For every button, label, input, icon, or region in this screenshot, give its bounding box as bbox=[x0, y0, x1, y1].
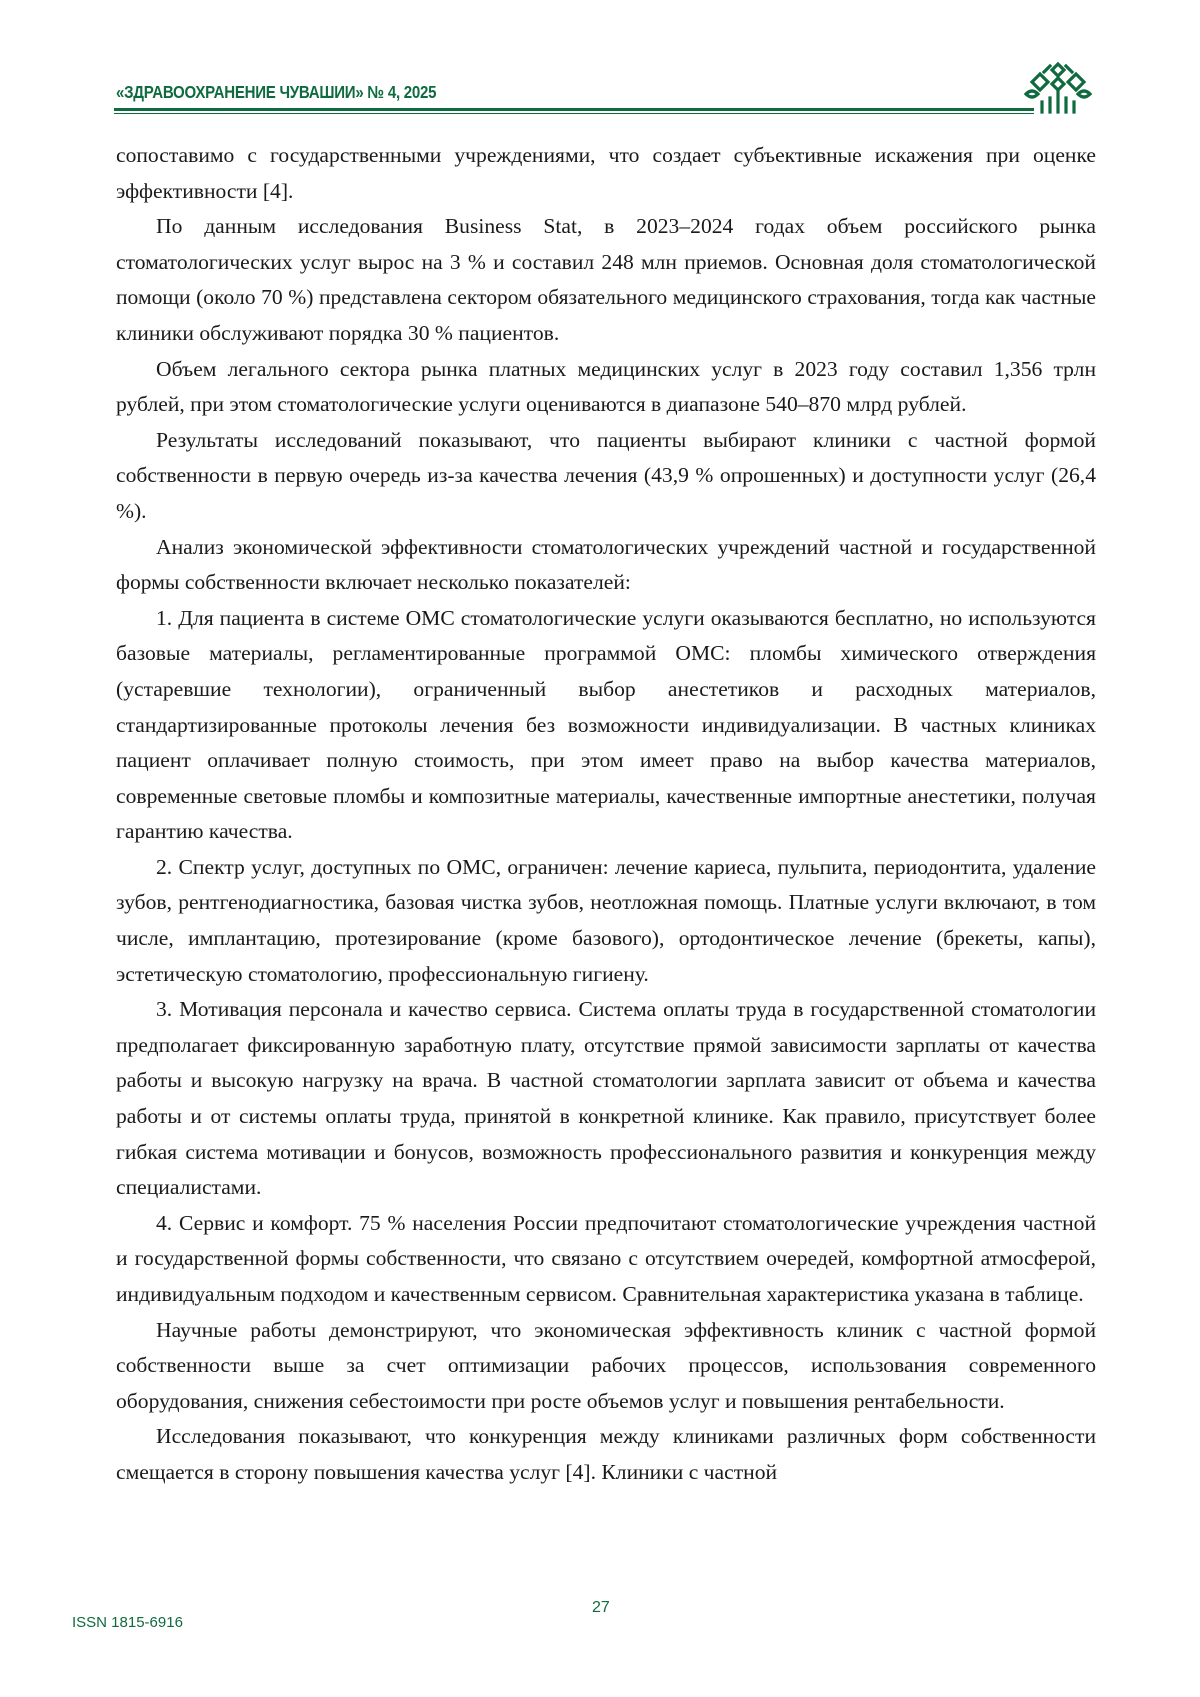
article-body bbox=[116, 138, 1096, 1491]
list-item: 1. Для пациента в системе ОМС стоматологические услуги оказываются бесплатно, но используются базовые материалы, регламентированные программой ОМС: пломбы химического отверждения (устаревшие технологии), ограниченный выбор анестетиков и расходных материалов, стандартизированные протоколы лечения без возможности индивидуализации. В частных клиниках пациент оплачивает полную стоимость, при этом имеет право на выбор качества материалов, современные световые пломбы и композитные материалы, качественные импортные анестетики, получая гарантию качества. bbox=[116, 605, 1096, 844]
list-item: 2. Спектр услуг, доступных по ОМС, ограничен: лечение кариеса, пульпита, периодонтита, удаление зубов, рентгенодиагностика, базовая чистка зубов, неотложная помощь. Платные услуги включают, в том числе, имплантацию, протезирование (кроме базового), ортодонтическое лечение (брекеты, капы), эстетическую стоматологию, профессиональную гигиену. bbox=[116, 854, 1096, 986]
list-item: 4. Сервис и комфорт. 75 % населения России предпочитают стоматологические учреждения частной и государственной формы собственности, что связано с отсутствием очередей, комфортной атмосферой, индивидуальным подходом и качественным сервисом. Сравнительная характеристика указана в таблице. bbox=[116, 1210, 1096, 1306]
page-number: 27 bbox=[592, 1599, 610, 1616]
footer-issn: ISSN 1815-6916 bbox=[72, 1614, 183, 1631]
journal-title: «ЗДРАВООХРАНЕНИЕ ЧУВАШИИ» № 4, 2025 bbox=[116, 82, 437, 102]
header-rule-thin bbox=[114, 113, 1034, 114]
header-rule bbox=[114, 108, 1034, 111]
list-item: 3. Мотивация персонала и качество сервиса. Система оплаты труда в государственной стоматологии предполагает фиксированную заработную плату, отсутствие прямой зависимости зарплаты от качества работы и высокую нагрузку на врача. В частной стоматологии зарплата зависит от объема и качества работы и от системы оплаты труда, принятой в конкретной клинике. Как правило, присутствует более гибкая система мотивации и бонусов, возможность профессионального развития и конкуренция между специалистами. bbox=[116, 997, 1096, 1200]
chuvash-tree-emblem-icon bbox=[1022, 58, 1094, 116]
paragraph: Исследования показывают, что конкуренция между клиниками различных форм собственности смещается в сторону повышения качества услуг [4]. Клиники с частной bbox=[116, 1424, 1096, 1484]
paragraph: Анализ экономической эффективности стоматологических учреждений частной и государственной формы собственности включает несколько показателей: bbox=[116, 534, 1096, 595]
paragraph: Научные работы демонстрируют, что экономическая эффективность клиник с частной формой собственности выше за счет оптимизации рабочих процессов, использования современного оборудования, снижения себестоимости при росте объемов услуг и повышения рентабельности. bbox=[116, 1317, 1096, 1413]
paragraph: По данным исследования Business Stat, в 2023–2024 годах объем российского рынка стоматологических услуг вырос на 3 % и составил 248 млн приемов. Основная доля стоматологической помощи (около 70 %) представлена сектором обязательного медицинского страхования, тогда как частные клиники обслуживают порядка 30 % пациентов. bbox=[116, 214, 1096, 345]
paragraph: Результаты исследований показывают, что пациенты выбирают клиники с частной формой собственности в первую очередь из-за качества лечения (43,9 % опрошенных) и доступности услуг (26,4 %). bbox=[116, 427, 1096, 523]
paragraph: Объем легального сектора рынка платных медицинских услуг в 2023 году составил 1,356 трлн рублей, при этом стоматологические услуги оцениваются в диапазоне 540–870 млрд рублей. bbox=[116, 356, 1096, 417]
paragraph: сопоставимо с государственными учреждениями, что создает субъективные искажения при оценке эффективности [4]. bbox=[116, 143, 1096, 203]
